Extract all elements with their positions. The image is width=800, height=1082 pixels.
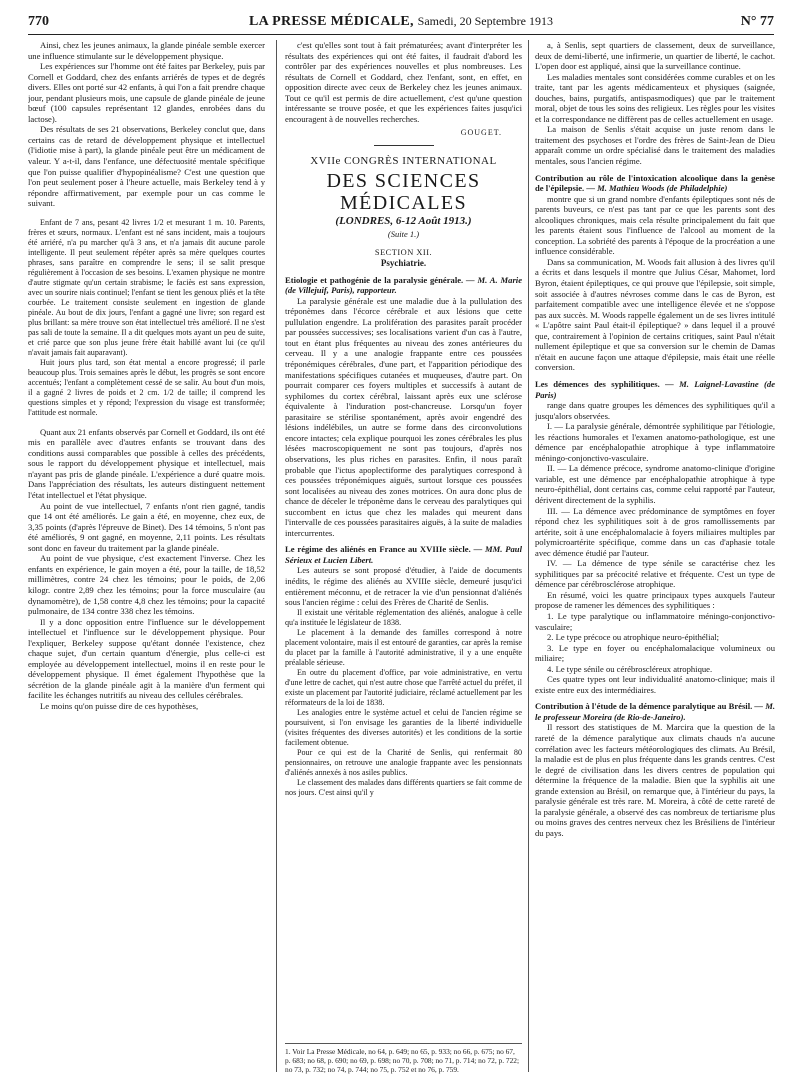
paragraph: II. — La démence précoce, syndrome anatomo-clinique d'origine variable, est une démence par encéphalopathie atrophique à type neuro-épithélial, dont certains cas, comme celui rapporté par l'auteur, dérivent directement de la syphilis. [535,463,775,505]
paragraph: montre que si un grand nombre d'enfants épileptiques sont nés de parents buveurs, ce n'est pas tant par ce que les parents sont des alcooliques chroniques, mais cela résulte principalement du fait que les parents étaient sous l'influence de l'alcool au moment de la conception. La sobriété des parents à l'époque de la procréation a une influence considérable. [535,193,775,257]
separator [374,145,434,146]
paragraph: Quant aux 21 enfants observés par Cornell et Goddard, ils ont été mis en parallèle avec d'autres enfants se trouvant dans des conditions aussi comparables que possible à celles des précédents, sous le rapport du développement physique et intellectuel, mais n'ayant pas pris de glande pinéale. L'expérience a duré quatre mois. Dans l'appréciation des résultats, les auteurs distinguent nettement l'état intellectuel et l'état physique. [28,426,265,501]
article-heading [285,544,522,565]
paragraph: Il ressort des statistiques de M. Marcira que la question de la rareté de la démence paralytique aux climats chauds n'a aucune corrélation avec les facteurs météorologiques des climats. Au Brésil, la maladie est de plus en plus fréquente dans les grands centres. C'est le degré de civilisation dans les divers centres de population qui détermine la fréquence de la maladie. Bien que la syphilis ait une grande extension au Brésil, on remarque que, à l'intérieur du pays, la paralysie générale est très rare. M. Moreira, à côté de cette rareté de la paralysie générale, a observé des cas nombreux de tertiarisme plus ou moins graves des centres nerveux chez les Brésiliens de l'intérieur du pays. [535,722,775,838]
congress-title: DES SCIENCES MÉDICALES [326,170,481,215]
paragraph: En outre du placement d'office, par voie administrative, en vertu d'une lettre de cachet, qui n'est autre chose que l'arrêté actuel du préfet, il existe un placement par l'autorité judiciaire, réclamé actuellement par les réformateurs de la loi de 1838. [285,667,522,707]
paragraph: Ainsi, chez les jeunes animaux, la glande pinéale semble exercer une influence stimulante sur le développement physique. [28,40,265,61]
article-heading [535,379,775,400]
column-3-continuation [535,40,775,167]
paragraph: Les maladies mentales sont considérées comme curables et on les traite, tant par les agents médicamenteux et physiques (saignée, douches, bains, purgatifs, antispasmodiques) que par le traitement moral, objet de tous les soins des religieux. Les règles pour les visites et la correspondance ne diffèrent pas de celles actuellement en usage. [535,71,775,124]
article-heading [535,701,775,722]
article-author: — M. le professeur Moreira (de Rio-de-Janeiro). [535,701,775,722]
column-3-articles [535,173,775,839]
article-heading [535,173,775,194]
article-title: Contribution au rôle de l'intoxication alcoolique dans la genèse de l'épilepsie. [535,172,775,194]
congress-place-date: (LONDRES, 6-12 Août 1913.) [335,215,472,228]
column-2 [285,40,522,1074]
paragraph: 4. Le type sénile ou cérébroscléreux atrophique. [547,663,713,674]
issue-number: N° 77 [740,14,774,29]
congress-continued: (Suite 1.) [387,229,420,240]
paragraph: a, à Senlis, sept quartiers de classement, deux de surveillance, deux de demi-liberté, une infirmerie, un quartier de liberté, le cachot. L'open door est appliqué, ainsi que la surveillance continue. [535,40,775,72]
column-divider [276,40,277,1072]
column-2-articles [285,275,522,798]
author-signature: GOUGET. [460,128,502,138]
page-header [28,12,774,35]
footnote: 1. Voir La Presse Médicale, no 64, p. 649; no 65, p. 933; no 66, p. 675; no 67, p. 683; no 68, p. 690; no 69, p. 698; no 70, p. 708; no 71, p. 714; no 72, p. 722; no 73, p. 732; no 74, p. 744; no 75, p. 752 et no 76, p. 759. [285,1043,522,1074]
paragraph: Au point de vue physique, c'est exactement l'inverse. Chez les enfants en expérience, le gain moyen a été, pour la taille, de 18,52 millimètres, contre 24 chez les témoins; pour le poids, de 2,06 kilogr. contre 2,89 chez les témoins; pour la force musculaire (au dynamomètre), de 1,58 contre 4,8 chez les témoins; pour la capacité pulmonaire, de 134 contre 338 chez les témoins. [28,553,265,617]
paragraph: Dans sa communication, M. Woods fait allusion à des livres qu'il a écrits et dans lesquels il montre que Julius César, Mahomet, lord Byron, étaient épileptiques, ce qui prouve que l'épilepsie, soit simple, soit associée à d'autres névroses comme dans le cas de Byron, est parfaitement compatible avec une intelligence élevée et ne s'oppose pas aux succès. M. Woods rappelle également un de ses livres intitulé « L'apôtre saint Paul était-il épileptique? » dans lequel il a prouvé que, contrairement à l'opinion de certains critiques, saint Paul n'était nullement épileptique et que sa conversion sur le chemin de Damas n'était en aucune façon une attaque d'épilepsie, mais était une réelle conversion. [535,256,775,373]
section-name: Psychiatrie. [380,258,427,269]
article-title: Les démences des syphilitiques. [535,378,660,389]
paragraph: 1. Le type paralytique ou inflammatoire méningo-conjonctivo-vasculaire; [535,610,775,632]
paragraph: range dans quatre groupes les démences des syphilitiques qu'il a jusqu'alors observées. [535,400,775,421]
paragraph: Enfant de 7 ans, pesant 42 livres 1/2 et mesurant 1 m. 10. Parents, frères et sœurs, normaux. L'enfant est né sans incident, mais a toujours été arriéré, n'a pu marcher qu'à 3 ans, et n'a jamais dit aucune parole intelligente. Il peut seulement répéter après sa mère quelques courtes phrases, sans paraître en comprendre le sens; il se salit presque régulièrement à l'occasion de ses besoins. L'examen physique ne montre d'autre stigmate qu'un certain strabisme; le faciès est sans expression, avec un sourire niais continuel; l'enfant se tient les genoux pliés et la tête courbée. Le traitement consiste seulement en ingestion de glande pinéale. Au bout de dix jours, l'enfant a gagné une livre; son regard est plus brillant: sa mère trouve son état intellectuel très amélioré. Il ne s'est pas sali de toute la semaine. Il a dit quelques mots ayant un peu de suite, et crié parce que son plus jeune frère était habillé avant lui (ce qu'il n'avait jamais fait auparavant). [28,217,265,357]
paragraph: Le classement des malades dans différents quartiers se fait comme de nos jours. C'est ainsi qu'il y [285,777,522,797]
paragraph: En résumé, voici les quatre principaux types auxquels l'auteur propose de ramener les démences des syphilitiques : [535,589,775,611]
paragraph: 3. Le type en foyer ou encéphalomalacique volumineux ou miliaire; [535,642,775,664]
paragraph: Les auteurs se sont proposé d'étudier, à l'aide de documents inédits, le régime des aliénés au XVIIIe siècle, demeuré jusqu'ici entièrement méconnu, et de retracer la vie d'un pensionnat d'aliénés sous l'ancien régime : celui des Frères de Charité de Senlis. [285,565,522,608]
paragraph: Les expériences sur l'homme ont été faites par Berkeley, puis par Cornell et Goddard, chez des enfants arriérés de types et de degrés divers. Elles ont porté sur 42 enfants, à qui l'on a fait prendre chaque jour, pendant plusieurs mois, une capsule de glande pinéale de jeune bœuf (100 capsules représentant 12 glandes, enrobées dans du lactose). [28,61,265,124]
paragraph: Le moins qu'on puisse dire de ces hypothèses, [40,700,199,711]
paragraph: Les analogies entre le système actuel et celui de l'ancien régime se poursuivent, si l'on envisage les garanties de la liberté individuelle (visites fréquentes des diverses autorités) et les conditions de la sortie facilement obtenue. [285,707,522,747]
paragraph: La paralysie générale est une maladie due à la pullulation des tréponèmes dans l'écorce cérébrale et aux lésions que cette pullulation engendre. La prolifération des parasites paraît procéder par poussées successives; ses localisations varient d'un cas à l'autre, tout en étant plus fréquentes au niveau des zones antérieures du cerveau. Il y a une analogie frappante entre ces poussées tréponémiques cérébrales, d'une part, et l'apparition périodique des manifestations spécifiques cutanées et muqueuses, d'autre part. On pourrait comparer ces foyers multiples et successifs à autant de syphilomes du cortex cérébral, laissant après eux une sclérose équivalente à l'induration post-chancreuse. Lorsqu'un foyer parasitaire se stérilise spontanément, après avoir engendré des lésions indélébiles, un autre se forme dans des circonvolutions encore intactes; cela explique pourquoi les zones cérébrales les plus lésées macroscopiquement ne sont pas toujours, d'après nos observations, les plus riches en parasites. Enfin, il nous paraît probable que l'ictus apoplectiforme des paralytiques correspond à ces poussées tréponémiques aiguës, surtout lorsque ces poussées sont localisées au niveau des zones motrices. On aura donc plus de chance de déceler le tréponème dans le cerveau des paralytiques qui succombent en ictus que chez les malades qui meurent dans l'intervalle de ces poussées parasitaires aiguës, à la suite de maladies intercurrentes. [285,295,522,538]
paragraph: Le placement à la demande des familles correspond à notre placement volontaire, mais il est entouré de garanties, car après la remise du placet par la famille à l'autorité administrative, il y a une enquête préalable sérieuse. [285,627,522,667]
paragraph: IV. — La démence de type sénile se caractérise chez les syphilitiques par sa précocité relative et fréquente. C'est un type de démence par cérébrosclérose atrophique. [535,558,775,590]
article-author: — MM. Paul Sérieux et Lucien Libert. [285,544,522,565]
paragraph: III. — La démence avec prédominance de symptômes en foyer répond chez les syphilitiques soit à de gros ramollissements par artérite, soit à une encéphalomalacie à foyers miliaires multiples par polymicroartérite spécifique, comme dans un cas d'aphasie totale avec démence étudié par l'auteur. [535,505,775,558]
journal-name: LA PRESSE MÉDICALE, [249,14,414,29]
journal-title [28,14,774,30]
paragraph: Il existait une véritable réglementation des aliénés, analogue à celle qu'a instituée le législateur de 1838. [285,607,522,627]
paragraph: Des résultats de ses 21 observations, Berkeley conclut que, dans certains cas de retard de développement physique et intellectuel (l'idiotie mise à part), la glande pinéale peut être un médicament de valeur. Y a-t-il, dans l'enfance, une défectuosité mentale spécifique que l'on puisse qualifier d'hypopinéalisme? C'est une question que l'on peut seulement poser à l'heure actuelle, mais Berkeley tend à y répondre affirmativement, par exemple pour un cas comme le suivant. [28,124,265,209]
section-label: SECTION XII. [374,247,433,257]
column-2-continuation [285,40,522,124]
paragraph: Il y a donc opposition entre l'influence sur le développement intellectuel et l'influence sur le développement physique. Pour l'expliquer, Berkeley suppose qu'étant donnée l'existence, chez chaque sujet, d'un certain quantum d'énergie, plus celle-ci est employée au développement intellectuel, moins il en reste pour le développement physique. Il émet également l'hypothèse que la sécrétion de la glande pinéale agit à la manière d'un ferment qui facilite les échanges nutritifs au niveau des cellules cérébrales. [28,616,265,701]
paragraph: 2. Le type précoce ou atrophique neuro-épithélial; [547,632,720,643]
paragraph: Au point de vue intellectuel, 7 enfants n'ont rien gagné, tandis que 14 ont été améliorés. Le gain a été, en moyenne, chez eux, de 3,35 points (d'après l'épreuve de Binet). Des 14 témoins, 5 n'ont pas été améliorés, 9 ont gagné, en moyenne, 2,11 points. Les résultats sont donc en faveur du traitement par la glande pinéale. [28,500,265,553]
paragraph: Huit jours plus tard, son état mental a encore progressé; il parle beaucoup plus. Trois semaines après le début, les progrès se sont encore accentués; l'enfant a complètement cessé de se salir. Au bout d'un mois, il a gagné 2 livres de poids et 2 cm. 1/2 de taille; il comprend les questions simples et y répond; l'expression du visage est transformée; l'attitude est normale. [28,357,265,417]
article-author: — M. Laignel-Lavastine (de Paris) [535,378,775,400]
column-3 [535,40,775,1074]
article-title: Etiologie et pathogénie de la paralysie générale. [285,274,464,285]
article-author: — M. Mathieu Woods (de Philadelphie) [586,183,728,194]
paragraph: La maison de Senlis s'était acquise un juste renom dans le traitement des psychoses et l'ordre des frères de Saint-Jean de Dieu apparaît comme un ordre spécialisé dans le traitement des maladies mentales, sous l'ancien régime. [535,124,775,167]
page-number: 770 [28,14,49,29]
article-author: — M. A. Marie (de Villejuif, Paris), rapporteur. [285,274,522,296]
issue-date: Samedi, 20 Septembre 1913 [417,14,553,28]
article-heading [285,275,522,296]
paragraph: Pour ce qui est de la Charité de Senlis, qui renfermait 80 pensionnaires, on retrouve une analogie frappante avec les pensionnats d'aliénés annexés à nos asiles publics. [285,747,522,777]
article-title: Contribution à l'étude de la démence paralytique au Brésil. [535,701,753,712]
paragraph: c'est qu'elles sont tout à fait prématurées; avant d'interpréter les résultats des expériences qui ont été faites, il faudrait d'abord les contrôler par des expériences nouvelles et plus nombreuses. Les résultats de Cornell et Goddard, chez l'enfant, sont, en effet, en opposition directe avec ceux de Berkeley chez les jeunes animaux. Tout ce qu'il est permis de dire actuellement, c'est qu'une question intéressante se trouve posée, et que les expériences faites jusqu'ici encouragent à de nouvelles recherches. [285,40,522,124]
paragraph: I. — La paralysie générale, démontrée syphilitique par l'étiologie, les réactions humorales et l'examen anatomo-pathologique, est une démence par encéphalopathie atrophique à type inflammatoire méningo-conjonctivo-vasculaire. [535,421,775,463]
column-divider [528,40,529,1072]
column-1 [28,40,265,1074]
article-title: Le régime des aliénés en France au XVIIIe siècle. [285,544,471,555]
paragraph: Ces quatre types ont leur individualité anatomo-clinique; mais il existe entre eux des intermédiaires. [535,674,775,695]
congress-heading: XVIIe CONGRÈS INTERNATIONAL [310,154,497,167]
